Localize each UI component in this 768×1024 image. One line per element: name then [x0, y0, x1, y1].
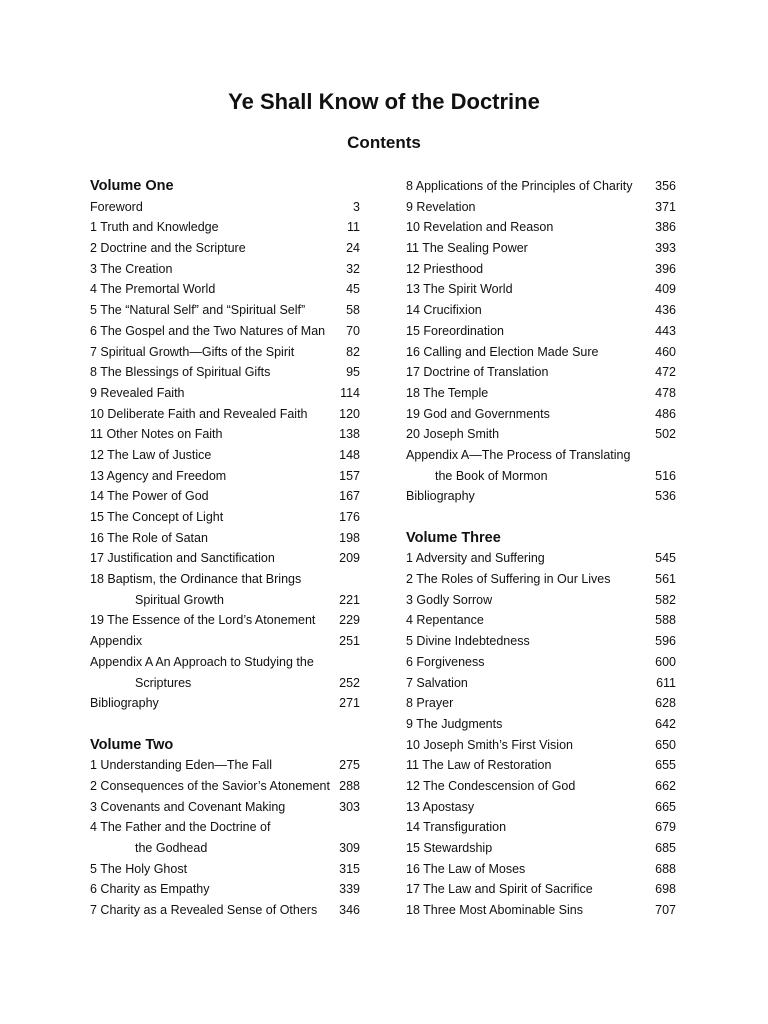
toc-entry-title: 6 Charity as Empathy	[90, 882, 210, 897]
toc-entry	[90, 197, 360, 218]
toc-entry	[406, 610, 676, 631]
toc-entry-page: 252	[339, 675, 360, 690]
toc-entry-page: 600	[655, 654, 676, 669]
toc-entry	[406, 900, 676, 921]
toc-entry-title: 14 Transfiguration	[406, 820, 507, 835]
toc-entry-page: 309	[339, 841, 360, 855]
toc-entry-title: 9 The Judgments	[406, 716, 503, 731]
volume-heading: Volume Three	[406, 529, 501, 546]
toc-entry-title: 5 The Holy Ghost	[90, 861, 188, 876]
toc-entry-page: 114	[340, 385, 360, 400]
toc-entry	[90, 217, 360, 238]
toc-entry-page: 655	[655, 758, 676, 773]
toc-entry-title: 8 Prayer	[406, 696, 454, 711]
toc-entry	[90, 569, 360, 590]
toc-entry	[406, 776, 676, 797]
toc-entry	[406, 755, 676, 776]
toc-entry	[90, 693, 360, 714]
toc-entry-page: 642	[655, 716, 676, 731]
toc-entry-page: 339	[339, 882, 360, 897]
toc-entry-title: Spiritual Growth	[135, 592, 224, 607]
toc-entry	[406, 817, 676, 838]
toc-entry-title: 17 Doctrine of Translation	[406, 365, 549, 380]
toc-entry-title: 4 The Premortal World	[90, 282, 216, 297]
toc-entry-title: 11 The Law of Restoration	[406, 758, 552, 773]
toc-entry-title: Appendix A—The Process of Translating	[406, 447, 631, 462]
toc-entry-page: 157	[339, 468, 360, 483]
toc-entry-page: 3	[353, 199, 360, 214]
toc-entry-title: Bibliography	[90, 696, 159, 711]
toc-entry-title: 8 Applications of the Principles of Charity	[406, 179, 633, 193]
toc-entry-title: 9 Revelation	[406, 199, 476, 214]
toc-entry-title: 18 Baptism, the Ordinance that Brings	[90, 572, 302, 587]
toc-entry-page: 516	[655, 468, 676, 483]
toc-entry	[406, 652, 676, 673]
toc-entry-title: Scriptures	[135, 675, 192, 690]
toc-entry	[406, 466, 676, 487]
toc-entry-page: 95	[346, 365, 360, 380]
toc-entry	[406, 279, 676, 300]
toc-entry-title: 2 The Roles of Suffering in Our Lives	[406, 572, 611, 587]
toc-entry	[90, 590, 360, 611]
toc-entry	[406, 259, 676, 280]
toc-entry-page: 271	[339, 696, 360, 711]
toc-entry-page: 545	[655, 551, 676, 566]
toc-entry-title: 13 The Spirit World	[406, 282, 513, 297]
toc-entry-page: 32	[346, 261, 360, 276]
toc-entry	[90, 610, 360, 631]
toc-entry	[406, 569, 676, 590]
toc-entry	[90, 238, 360, 259]
toc-entry-title: 18 Three Most Abominable Sins	[406, 903, 583, 918]
toc-entry-title: 5 The “Natural Self” and “Spiritual Self”	[90, 303, 306, 318]
toc-entry-page: 409	[655, 282, 676, 297]
toc-entry-page: 288	[339, 778, 360, 793]
toc-entry-title: 12 The Condescension of God	[406, 778, 576, 793]
toc-entry-title: 4 The Father and the Doctrine of	[90, 820, 271, 835]
toc-entry-page: 82	[346, 344, 360, 359]
volume-heading: Volume Two	[90, 736, 174, 753]
toc-entry-title: 19 God and Governments	[406, 406, 550, 421]
toc-entry-page: 148	[339, 447, 360, 462]
toc-column-right	[406, 176, 676, 921]
toc-entry	[406, 548, 676, 569]
toc-entry-title: 7 Spiritual Growth—Gifts of the Spirit	[90, 344, 295, 359]
toc-entry-page: 209	[339, 551, 360, 566]
toc-entry-title: 12 Priesthood	[406, 261, 484, 276]
toc-entry-title: 13 Apostasy	[406, 799, 475, 814]
toc-entry-title: 9 Revealed Faith	[90, 385, 185, 400]
toc-entry-title: 11 Other Notes on Faith	[90, 427, 223, 442]
document-title: Ye Shall Know of the Doctrine	[228, 89, 540, 114]
toc-entry	[90, 652, 360, 673]
toc-entry-title: 1 Adversity and Suffering	[406, 551, 545, 566]
toc-entry-title: Appendix A An Approach to Studying the	[90, 654, 314, 669]
contents-heading: Contents	[347, 133, 421, 152]
toc-entry-title: 18 The Temple	[406, 385, 489, 400]
toc-entry	[90, 445, 360, 466]
toc-entry-page: 662	[655, 778, 676, 793]
toc-entry-title: 14 Crucifixion	[406, 303, 482, 318]
toc-entry-page: 472	[655, 365, 676, 380]
toc-entry-title: 10 Revelation and Reason	[406, 220, 554, 235]
toc-entry	[90, 424, 360, 445]
toc-entry	[90, 838, 360, 859]
toc-entry-page: 275	[339, 758, 360, 773]
toc-entry-title: 11 The Sealing Power	[406, 241, 528, 256]
toc-entry	[90, 631, 360, 652]
toc-entry-page: 679	[655, 820, 676, 835]
toc-entry	[406, 445, 676, 466]
toc-entry	[90, 879, 360, 900]
toc-entry-title: 1 Understanding Eden—The Fall	[90, 758, 273, 773]
toc-entry	[406, 238, 676, 259]
toc-entry	[406, 342, 676, 363]
toc-entry	[90, 548, 360, 569]
toc-entry-page: 596	[655, 634, 676, 649]
toc-entry-page: 45	[346, 282, 360, 297]
toc-entry-title: 16 The Law of Moses	[406, 861, 526, 876]
toc-entry	[406, 300, 676, 321]
toc-entry	[406, 631, 676, 652]
toc-entry-title: 10 Deliberate Faith and Revealed Faith	[90, 406, 308, 421]
toc-entry	[406, 197, 676, 218]
toc-entry	[406, 404, 676, 425]
toc-entry-title: 7 Salvation	[406, 675, 468, 690]
toc-entry-page: 24	[346, 241, 360, 256]
toc-entry	[406, 735, 676, 756]
toc-entry-title: 7 Charity as a Revealed Sense of Others	[90, 903, 318, 918]
toc-entry	[90, 528, 360, 549]
toc-entry	[406, 217, 676, 238]
toc-entry-page: 315	[339, 861, 360, 876]
toc-entry-page: 198	[339, 530, 360, 545]
toc-entry	[406, 424, 676, 445]
toc-entry-page: 443	[655, 323, 676, 338]
toc-entry-page: 251	[339, 634, 360, 649]
toc-entry-page: 665	[655, 799, 676, 814]
toc-entry	[406, 383, 676, 404]
toc-entry-title: the Book of Mormon	[435, 468, 548, 483]
volume-heading: Volume One	[90, 178, 174, 194]
toc-entry-page: 120	[339, 406, 360, 421]
toc-entry-title: 14 The Power of God	[90, 489, 209, 504]
toc-entry-title: 15 Foreordination	[406, 323, 504, 338]
toc-entry-title: 3 The Creation	[90, 261, 173, 276]
toc-entry-title: 3 Covenants and Covenant Making	[90, 799, 286, 814]
toc-entry-page: 396	[655, 261, 676, 276]
toc-entry-title: 12 The Law of Justice	[90, 447, 212, 462]
toc-entry-title: 15 The Concept of Light	[90, 510, 224, 524]
toc-entry-page: 588	[655, 613, 676, 628]
toc-entry-page: 346	[339, 903, 360, 918]
toc-entry-page: 502	[655, 427, 676, 442]
toc-entry-page: 138	[339, 427, 360, 442]
toc-entry-page: 11	[347, 220, 360, 235]
toc-entry-title: 16 Calling and Election Made Sure	[406, 344, 599, 359]
toc-entry	[406, 797, 676, 818]
toc-entry-title: 3 Godly Sorrow	[406, 592, 493, 607]
toc-entry	[90, 486, 360, 507]
toc-entry-page: 393	[655, 241, 676, 256]
toc-entry	[90, 342, 360, 363]
toc-entry	[406, 859, 676, 880]
toc-entry-title: 6 Forgiveness	[406, 654, 485, 669]
toc-entry-page: 688	[655, 861, 676, 876]
toc-entry	[90, 300, 360, 321]
toc-entry-page: 460	[655, 344, 676, 359]
toc-entry-page: 611	[656, 675, 676, 690]
toc-entry	[406, 714, 676, 735]
toc-entry	[406, 879, 676, 900]
toc-entry-title: 2 Doctrine and the Scripture	[90, 241, 246, 256]
toc-entry-title: the Godhead	[135, 841, 208, 855]
toc-entry-page: 176	[339, 510, 360, 524]
toc-entry-page: 486	[655, 406, 676, 421]
section-spacer	[90, 714, 360, 735]
toc-entry	[90, 817, 360, 838]
toc-entry-page: 628	[655, 696, 676, 711]
toc-entry	[90, 755, 360, 776]
toc-entry	[90, 383, 360, 404]
toc-entry-page: 698	[655, 882, 676, 897]
toc-entry-page: 303	[339, 799, 360, 814]
toc-entry-title: Bibliography	[406, 489, 475, 504]
toc-entry-title: 17 The Law and Spirit of Sacrifice	[406, 882, 593, 897]
toc-entry-page: 386	[655, 220, 676, 235]
toc-entry-page: 707	[655, 903, 676, 918]
toc-entry-page: 167	[339, 489, 360, 504]
toc-entry	[90, 279, 360, 300]
toc-entry	[90, 507, 360, 528]
toc-entry	[406, 321, 676, 342]
toc-column-left	[90, 176, 360, 921]
toc-entry-page: 685	[655, 841, 676, 855]
toc-entry-title: 13 Agency and Freedom	[90, 468, 227, 483]
toc-entry	[406, 590, 676, 611]
toc-entry-title: 1 Truth and Knowledge	[90, 220, 219, 235]
toc-entry-title: 5 Divine Indebtedness	[406, 634, 530, 649]
toc-entry	[406, 176, 676, 197]
toc-entry-title: 20 Joseph Smith	[406, 427, 500, 442]
toc-entry	[406, 486, 676, 507]
toc-entry-title: 16 The Role of Satan	[90, 530, 208, 545]
toc-entry-page: 371	[655, 199, 676, 214]
toc-entry-page: 436	[655, 303, 676, 318]
toc-entry	[90, 362, 360, 383]
toc-entry	[90, 673, 360, 694]
toc-entry-page: 221	[339, 592, 360, 607]
toc-entry-page: 58	[346, 303, 360, 318]
toc-entry-title: 8 The Blessings of Spiritual Gifts	[90, 365, 271, 380]
toc-entry	[90, 404, 360, 425]
toc-entry	[90, 321, 360, 342]
toc-entry-page: 536	[655, 489, 676, 504]
toc-entry	[90, 776, 360, 797]
toc-entry	[406, 838, 676, 859]
toc-entry-title: 6 The Gospel and the Two Natures of Man	[90, 323, 326, 338]
toc-entry-title: Foreword	[90, 199, 143, 214]
toc-entry-page: 582	[655, 592, 676, 607]
toc-entry	[90, 466, 360, 487]
toc-entry-page: 478	[655, 385, 676, 400]
toc-entry-page: 229	[339, 613, 360, 628]
toc-entry	[406, 673, 676, 694]
toc-entry-title: 19 The Essence of the Lord’s Atonement	[90, 613, 316, 628]
toc-entry	[406, 693, 676, 714]
toc-entry	[90, 859, 360, 880]
toc-entry	[406, 362, 676, 383]
toc-entry-title: 15 Stewardship	[406, 841, 493, 855]
toc-entry-title: 4 Repentance	[406, 613, 484, 628]
toc-entry	[90, 259, 360, 280]
toc-entry-page: 356	[655, 179, 676, 193]
toc-entry-page: 650	[655, 737, 676, 752]
toc-entry-page: 70	[346, 323, 360, 338]
toc-entry-title: 17 Justification and Sanctification	[90, 551, 275, 566]
section-spacer	[406, 507, 676, 528]
toc-entry	[90, 900, 360, 921]
toc-entry-title: 10 Joseph Smith’s First Vision	[406, 737, 573, 752]
toc-entry-title: Appendix	[90, 634, 143, 649]
toc-entry	[90, 797, 360, 818]
toc-entry-page: 561	[655, 572, 676, 587]
toc-entry-title: 2 Consequences of the Savior’s Atonement	[90, 778, 330, 793]
